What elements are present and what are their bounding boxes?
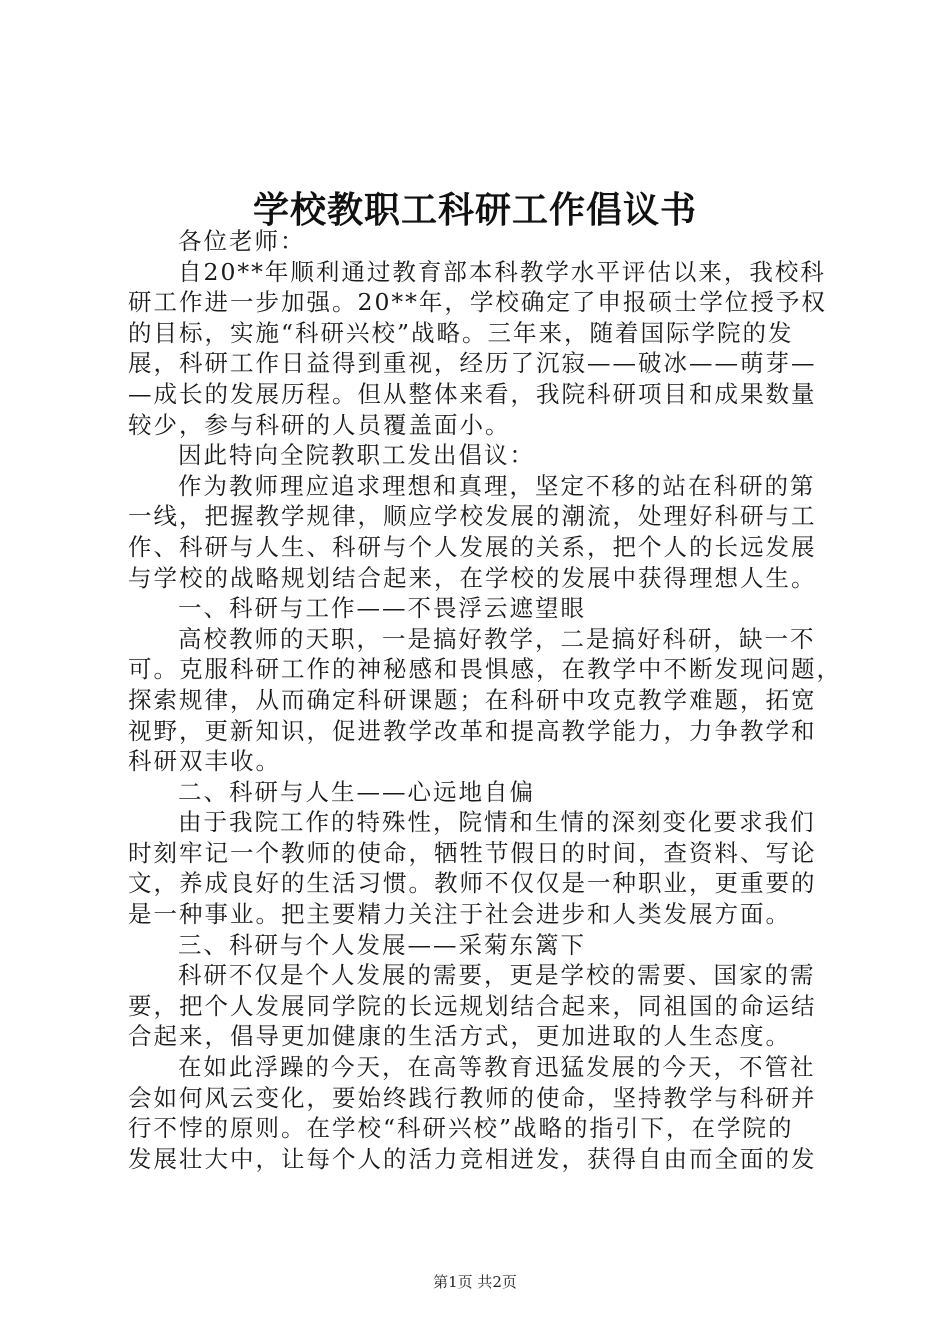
paragraph-line: 因此特向全院教职工发出倡议： <box>178 441 535 470</box>
section-heading: 三、科研与个人发展——采菊东篱下 <box>178 930 586 959</box>
paragraph-line: 研工作进一步加强。20**年，学校确定了申报硕士学位授予权 <box>128 288 827 317</box>
paragraph-line: 作为教师理应追求理想和真理，坚定不移的站在科研的第 <box>178 471 816 500</box>
paragraph-line: 行不悖的原则。在学校“科研兴校”战略的指引下，在学院的 <box>128 1114 794 1143</box>
paragraph-line: 展，科研工作日益得到重视，经历了沉寂——破冰——萌芽— <box>128 349 817 378</box>
paragraph-line: 较少，参与科研的人员覆盖面小。 <box>128 410 511 439</box>
paragraph-line: 文，养成良好的生活习惯。教师不仅仅是一种职业，更重要的 <box>128 869 817 898</box>
paragraph-line: 视野，更新知识，促进教学改革和提高教学能力，力争教学和 <box>128 716 817 745</box>
paragraph-line: 可。克服科研工作的神秘感和畏惧感，在教学中不断发现问题， <box>128 655 842 684</box>
paragraph-line: 是一种事业。把主要精力关注于社会进步和人类发展方面。 <box>128 900 791 929</box>
section-heading: 一、科研与工作——不畏浮云遮望眼 <box>178 594 586 623</box>
paragraph-line: 高校教师的天职，一是搞好教学，二是搞好科研，缺一不 <box>178 624 816 653</box>
paragraph-line: 探索规律，从而确定科研课题；在科研中攻克教学难题，拓宽 <box>128 685 817 714</box>
paragraph-line: 会如何风云变化，要始终践行教师的使命，坚持教学与科研并 <box>128 1083 817 1112</box>
page-number: 第1页 共2页 <box>433 1273 517 1291</box>
paragraph-line: 的目标，实施“科研兴校”战略。三年来，随着国际学院的发 <box>128 318 794 347</box>
paragraph-line: 由于我院工作的特殊性，院情和生情的深刻变化要求我们 <box>178 808 816 837</box>
section-heading: 二、科研与人生——心远地自偏 <box>178 777 535 806</box>
document-body <box>128 226 842 1174</box>
document-title: 学校教职工科研工作倡议书 <box>252 189 697 231</box>
paragraph-line: 与学校的战略规划结合起来，在学校的发展中获得理想人生。 <box>128 563 817 592</box>
paragraph-line: 时刻牢记一个教师的使命，牺牲节假日的时间，查资料、写论 <box>128 838 817 867</box>
paragraph-line: 科研双丰收。 <box>128 747 281 776</box>
salutation: 各位老师： <box>178 227 306 255</box>
paragraph-line: 自20**年顺利通过教育部本科教学水平评估以来，我校科 <box>178 257 826 286</box>
paragraph-line: 科研不仅是个人发展的需要，更是学校的需要、国家的需 <box>178 961 816 990</box>
paragraph-line: 合起来，倡导更加健康的生活方式，更加进取的人生态度。 <box>128 1022 791 1051</box>
paragraph-line: 要，把个人发展同学院的长远规划结合起来，同祖国的命运结 <box>128 991 817 1020</box>
paragraph-line: 作、科研与人生、科研与个人发展的关系，把个人的长远发展 <box>128 532 817 561</box>
paragraph-line: 在如此浮躁的今天，在高等教育迅猛发展的今天，不管社 <box>178 1053 816 1082</box>
paragraph-line: —成长的发展历程。但从整体来看，我院科研项目和成果数量 <box>128 379 817 408</box>
paragraph-line: 发展壮大中，让每个人的活力竞相迸发，获得自由而全面的发 <box>128 1144 817 1173</box>
paragraph-line: 一线，把握教学规律，顺应学校发展的潮流，处理好科研与工 <box>128 502 817 531</box>
